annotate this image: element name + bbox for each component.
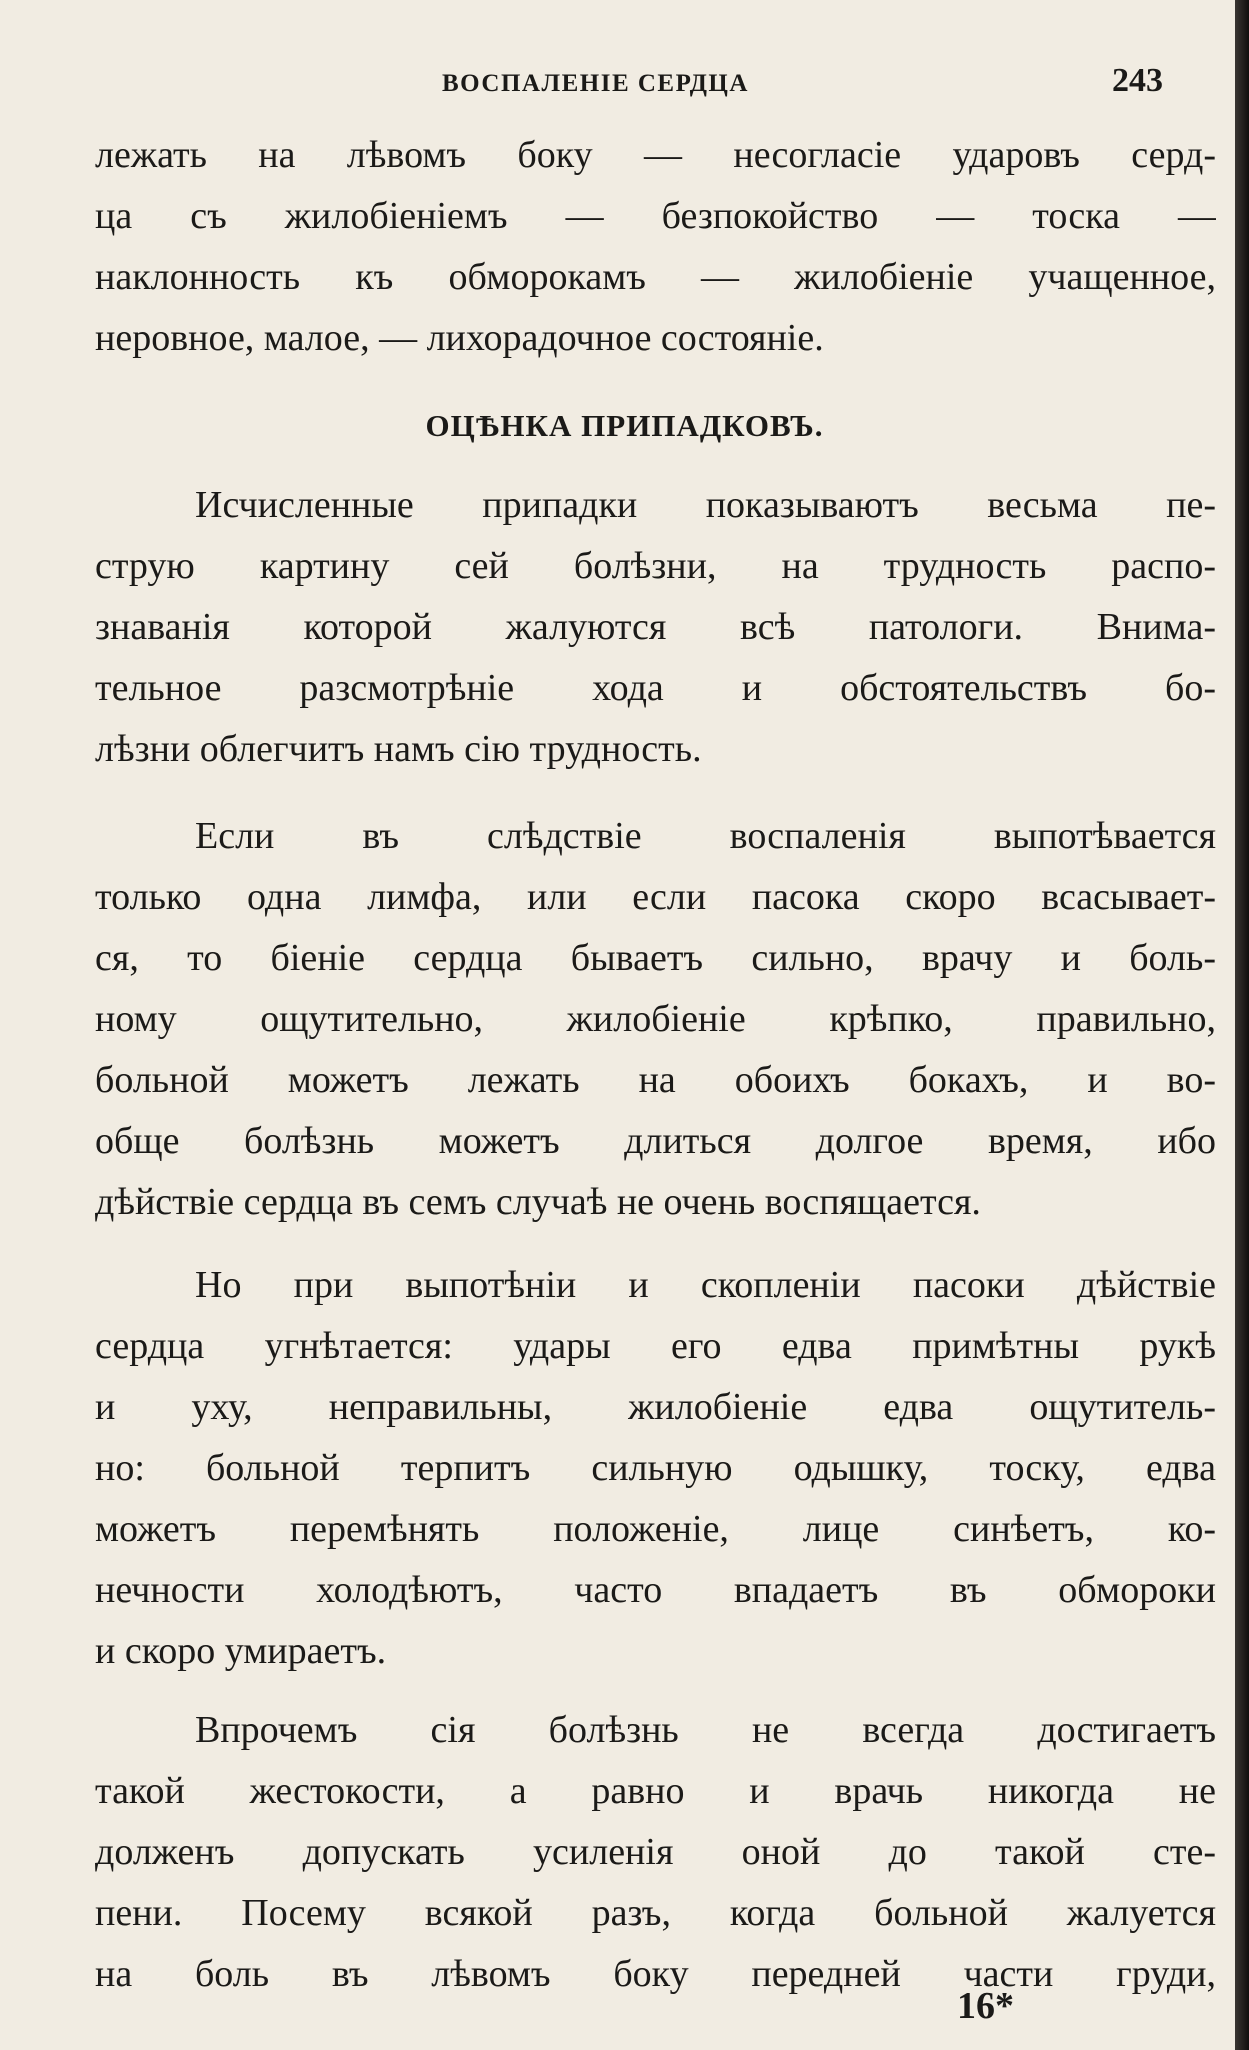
text-line: больной можетъ лежать на обоихъ бокахъ, и во-	[95, 1059, 1216, 1101]
page-number: 243	[1112, 62, 1163, 99]
paragraph-continuation	[95, 125, 1216, 369]
section-heading: ОЦѢНКА ПРИПАДКОВЪ.	[425, 408, 824, 443]
text-line: лежать на лѣвомъ боку — несогласіе ударовъ серд-	[95, 134, 1216, 176]
text-line: и уху, неправильны, жилобіеніе едва ощутитель-	[95, 1386, 1216, 1428]
paragraph	[95, 475, 1216, 780]
text-line: лѣзни облегчитъ намъ сію трудность.	[95, 728, 702, 770]
text-line: Если въ слѣдствіе воспаленія выпотѣвается	[195, 815, 1216, 857]
text-line: долженъ допускать усиленія оной до такой сте-	[95, 1831, 1216, 1873]
text-line: тельное разсмотрѣніе хода и обстоятельствъ бо-	[95, 667, 1216, 709]
text-line: дѣйствіе сердца въ семъ случаѣ не очень воспящается.	[95, 1181, 981, 1223]
text-line: ся, то біеніе сердца бываетъ сильно, врачу и боль-	[95, 937, 1216, 979]
text-line: знаванія которой жалуются всѣ патологи. Внима-	[95, 606, 1216, 648]
text-line: и скоро умираетъ.	[95, 1630, 387, 1672]
text-line: пени. Посему всякой разъ, когда больной жалуется	[95, 1892, 1216, 1934]
page-header	[0, 62, 1249, 102]
text-line: наклонность къ обморокамъ — жилобіеніе учащенное,	[95, 256, 1216, 298]
paragraph	[95, 1255, 1216, 1682]
text-line: сердца угнѣтается: удары его едва примѣтны рукѣ	[95, 1325, 1216, 1367]
text-line: такой жестокости, а равно и врачь никогда не	[95, 1770, 1216, 1812]
text-line: ному ощутительно, жилобіеніе крѣпко, правильно,	[95, 998, 1216, 1040]
text-line: на боль въ лѣвомъ боку передней части груди,	[95, 1953, 1216, 1995]
signature-mark: 16*	[957, 1985, 1014, 2027]
text-line: неровное, малое, — лихорадочное состояніе.	[95, 317, 824, 359]
text-line: ца съ жилобіеніемъ — безпокойство — тоска —	[95, 195, 1216, 237]
text-line: нечности холодѣютъ, часто впадаетъ въ обмороки	[95, 1569, 1216, 1611]
text-line: обще болѣзнь можетъ длиться долгое время, ибо	[95, 1120, 1216, 1162]
page-edge-shadow	[1235, 0, 1249, 2050]
paragraph	[95, 806, 1216, 1233]
paragraph	[95, 1700, 1216, 2005]
text-line: Но при выпотѣніи и скопленіи пасоки дѣйствіе	[195, 1264, 1216, 1306]
text-line: Впрочемъ сія болѣзнь не всегда достигаетъ	[195, 1709, 1216, 1751]
text-line: струю картину сей болѣзни, на трудность распо-	[95, 545, 1216, 587]
text-line: Исчисленные припадки показываютъ весьма пе-	[195, 484, 1216, 526]
text-line: можетъ перемѣнять положеніе, лице синѣетъ, ко-	[95, 1508, 1216, 1550]
running-head: ВОСПАЛЕНІЕ СЕРДЦА	[442, 70, 749, 97]
text-line: но: больной терпитъ сильную одышку, тоску, едва	[95, 1447, 1216, 1489]
text-line: только одна лимфа, или если пасока скоро всасывает-	[95, 876, 1216, 918]
